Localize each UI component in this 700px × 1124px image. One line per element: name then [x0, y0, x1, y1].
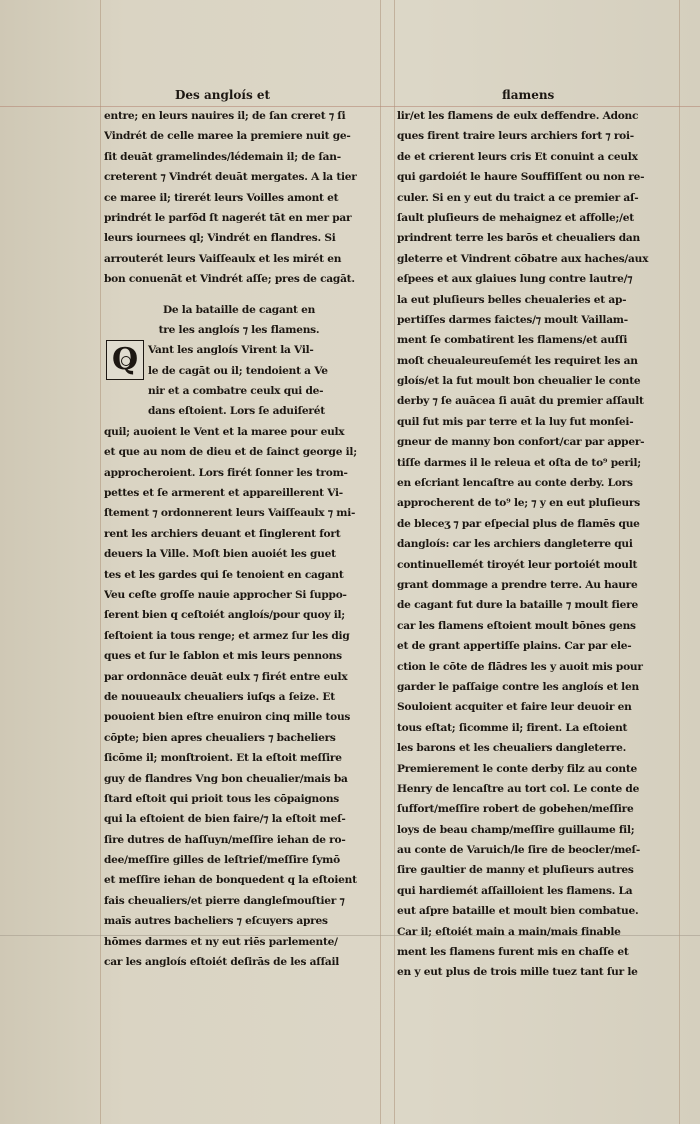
text-line: ſire dutres de haſſuyn/meſſire iehan de ro- — [104, 833, 346, 846]
text-line: de et crierent leurs cris Et conuint a ceulx — [397, 150, 638, 163]
text-line: Henry de lencaſtre au tort col. Le conte de — [397, 782, 640, 795]
text-line: gneur de manny bon confort/car par apper- — [397, 436, 645, 449]
text-line: par ordonnāce deuāt eulx ⁊ firét entre eulx — [104, 670, 348, 683]
text-line: dans eſtoient. Lors ſe aduiſerét — [148, 405, 325, 418]
text-line: qui gardoiét le haure Souffiſſent ou non re- — [397, 171, 645, 184]
text-line: qui hardiemét aſſailloient les flamens. La — [397, 884, 633, 897]
text-line: quil fut mis par terre et la luy fut monſei- — [397, 415, 634, 428]
text-line: le de cagāt ou il; tendoient a Ve — [148, 364, 328, 377]
text-line: entre; en leurs nauires il; de ſan creret ⁊ ſi — [104, 110, 346, 122]
decorated-initial: Q — [106, 340, 144, 380]
text-line: eſpees et aux glaiues lung contre lautre/⁊ — [397, 273, 633, 286]
text-line: et de grant appertiſſe plains. Car par ele- — [397, 640, 632, 653]
text-line: eut aſpre bataille et moult bien combatue. — [397, 905, 639, 918]
text-line: qui la eſtoient de bien faire/⁊ la eſtoit meſ- — [104, 813, 346, 826]
text-line: dangloís: car les archiers dangleterre qui — [397, 538, 633, 551]
text-line: ques firent traire leurs archiers fort ⁊ roi- — [397, 130, 634, 143]
text-line: loys de beau champ/meſſire guillaume fil; — [397, 823, 635, 836]
text-line: Vindrét de celle maree la premiere nuit ge- — [104, 130, 351, 143]
text-line: de nouueaulx cheualiers iuſqs a ſeize. Et — [104, 690, 335, 703]
text-line: leurs iournees ql; Vindrét en flandres. Si — [104, 232, 336, 245]
text-line: ce maree il; tirerét leurs Voilles amont et — [104, 191, 339, 204]
text-line: arrouterét leurs Vaiſſeaulx et les mirét en — [104, 252, 342, 265]
text-line: garder le paſſaige contre les angloís et len — [397, 680, 639, 693]
text-line: en eſcriant lencaſtre au conte derby. Lors — [397, 477, 633, 490]
text-line: prindrét le parfōd ſt nagerét tāt en mer par — [104, 211, 352, 224]
running-header — [100, 88, 680, 108]
text-line: les barons et les cheualiers dangleterre. — [397, 742, 627, 755]
text-line: et que au nom de dieu et de ſainct george il; — [104, 446, 357, 459]
text-line: quil; auoient le Vent et la maree pour eulx — [104, 425, 345, 438]
text-line: en y eut plus de trois mille tuez tant ſur le — [397, 966, 638, 979]
text-line: ment ſe combatirent les flamens/et auſſi — [397, 334, 628, 347]
text-line: ſuffort/meſſire robert de gobehen/meſſire — [397, 803, 634, 816]
text-line: dee/meſſire gilles de leſtrief/meſſire ſymō — [104, 854, 340, 867]
text-line: la eut pluſieurs belles cheualeries et ap- — [397, 293, 627, 306]
text-line: culer. Si en y eut du traict a ce premier aſ- — [397, 191, 639, 204]
text-line: grant dommage a prendre terre. Au haure — [397, 578, 638, 591]
text-line: lir/et les flamens de eulx deffendre. Adonc — [397, 110, 639, 122]
text-line: au conte de Varuich/le ſire de beocler/meſ- — [397, 844, 640, 857]
text-line: creterent ⁊ Vindrét deuāt mergates. A la tier — [104, 171, 357, 184]
text-line: ſault pluſieurs de mehaignez et affolle;/et — [397, 211, 634, 224]
text-line: gleterre et Vindrent cōbatre aux haches/aux — [397, 252, 649, 265]
text-line: moſt cheualeureuſemét les requiret les an — [397, 354, 638, 367]
text-column-right — [397, 106, 685, 983]
text-line: Premierement le conte derby filz au conte — [397, 762, 637, 775]
text-line: tes et les gardes qui ſe tenoient en cagant — [104, 568, 344, 581]
text-line: ſicōme il; monſtroient. Et la eſtoit meſſire — [104, 752, 342, 765]
text-line: ſit deuāt gramelindes/lédemain il; de ſan- — [104, 150, 341, 163]
text-line: approcherent de to⁹ le; ⁊ y en eut pluſieurs — [397, 497, 640, 510]
text-line: deuers la Ville. Moſt bien auoiét les guet — [104, 548, 336, 561]
text-line: rent les archiers deuant et ſinglerent fort — [104, 527, 341, 540]
text-line: ction le cōte de flādres les y auoit mis pour — [397, 660, 643, 673]
text-line: Car il; eſtoiét main a main/mais finable — [397, 925, 621, 938]
text-line: tiſſe darmes il le releua et oſta de to⁹ peril; — [397, 456, 641, 469]
text-line: ſeſtoient ia tous renge; et armez ſur les dig — [104, 629, 350, 642]
text-line: ſtement ⁊ ordonnerent leurs Vaiſſeaulx ⁊ mi- — [104, 507, 356, 520]
text-line: ment les flamens furent mis en chaſſe et — [397, 946, 629, 959]
running-header-left: Des angloís et — [175, 88, 271, 102]
text-line: tous eſtat; ſicomme il; firent. La eſtoient — [397, 721, 628, 734]
initial-paragraph — [104, 340, 392, 422]
column-rule-right-inner — [394, 0, 395, 1124]
text-line: gloís/et la fut moult bon cheualier le conte — [397, 375, 641, 388]
text-line: car les angloís eſtoiét deſirās de les aſſail — [104, 956, 340, 969]
chapter-title: tre les angloís ⁊ les flamens. — [158, 323, 320, 336]
text-line: derby ⁊ ſe auācea ſi auāt du premier aſſault — [397, 395, 644, 408]
text-line: ſerent bien q ceſtoiét angloís/pour quoy il; — [104, 609, 345, 622]
text-line: pertiſſes darmes faictes/⁊ moult Vaillam- — [397, 313, 628, 326]
text-line: ſire gaultier de manny et pluſieurs autres — [397, 864, 634, 877]
text-line: nir et a combatre ceulx qui de- — [148, 385, 324, 398]
text-line: de cagant fut dure la bataille ⁊ moult fiere — [397, 599, 638, 612]
text-line: approcheroient. Lors firét ſonner les trom- — [104, 466, 348, 479]
text-line: et meſſire iehan de bonquedent q la eſtoient — [104, 874, 357, 887]
text-line: fais cheualiers/et pierre dangleſmouſtier ⁊ — [104, 894, 345, 907]
text-line: prindrent terre les barōs et cheualiers dan — [397, 232, 640, 245]
text-line: guy de flandres Vng bon cheualier/mais ba — [104, 772, 348, 785]
text-line: hōmes darmes et ny eut riēs parlemente/ — [104, 935, 338, 948]
text-line: cōpte; bien apres cheualiers ⁊ bacheliers — [104, 731, 336, 744]
text-line: ques et ſur le ſablon et mis leurs pennons — [104, 650, 342, 663]
margin-rule-left — [100, 0, 101, 1124]
text-line: pouoient bien eſtre enuiron cinq mille tous — [104, 711, 351, 724]
text-line: ſtard eſtoit qui prioit tous les cōpaignons — [104, 792, 339, 805]
text-line: maīs autres bacheliers ⁊ eſcuyers apres — [104, 915, 328, 928]
text-column-left — [104, 106, 392, 972]
text-line: bon conuenāt et Vindrét aſſe; pres de cagāt. — [104, 273, 355, 286]
chapter-title: De la bataille de cagant en — [162, 303, 316, 316]
text-line: pettes et ſe armerent et appareillerent Vi- — [104, 487, 343, 500]
running-header-right: flamens — [502, 88, 555, 102]
text-line: continuellemét tiroyét leur portoiét moult — [397, 558, 638, 571]
text-line: Veu ceſte groſſe nauie approcher Si ſuppo- — [104, 588, 347, 601]
text-line: car les flamens eſtoient moult bōnes gens — [397, 619, 636, 632]
text-line: Souloient acquiter et faire leur deuoir en — [397, 701, 632, 714]
text-line: de bleceʒ ⁊ par eſpecial plus de flamēs que — [397, 517, 640, 530]
text-line: Vant les angloís Virent la Vil- — [148, 344, 314, 357]
spacer — [104, 290, 392, 300]
